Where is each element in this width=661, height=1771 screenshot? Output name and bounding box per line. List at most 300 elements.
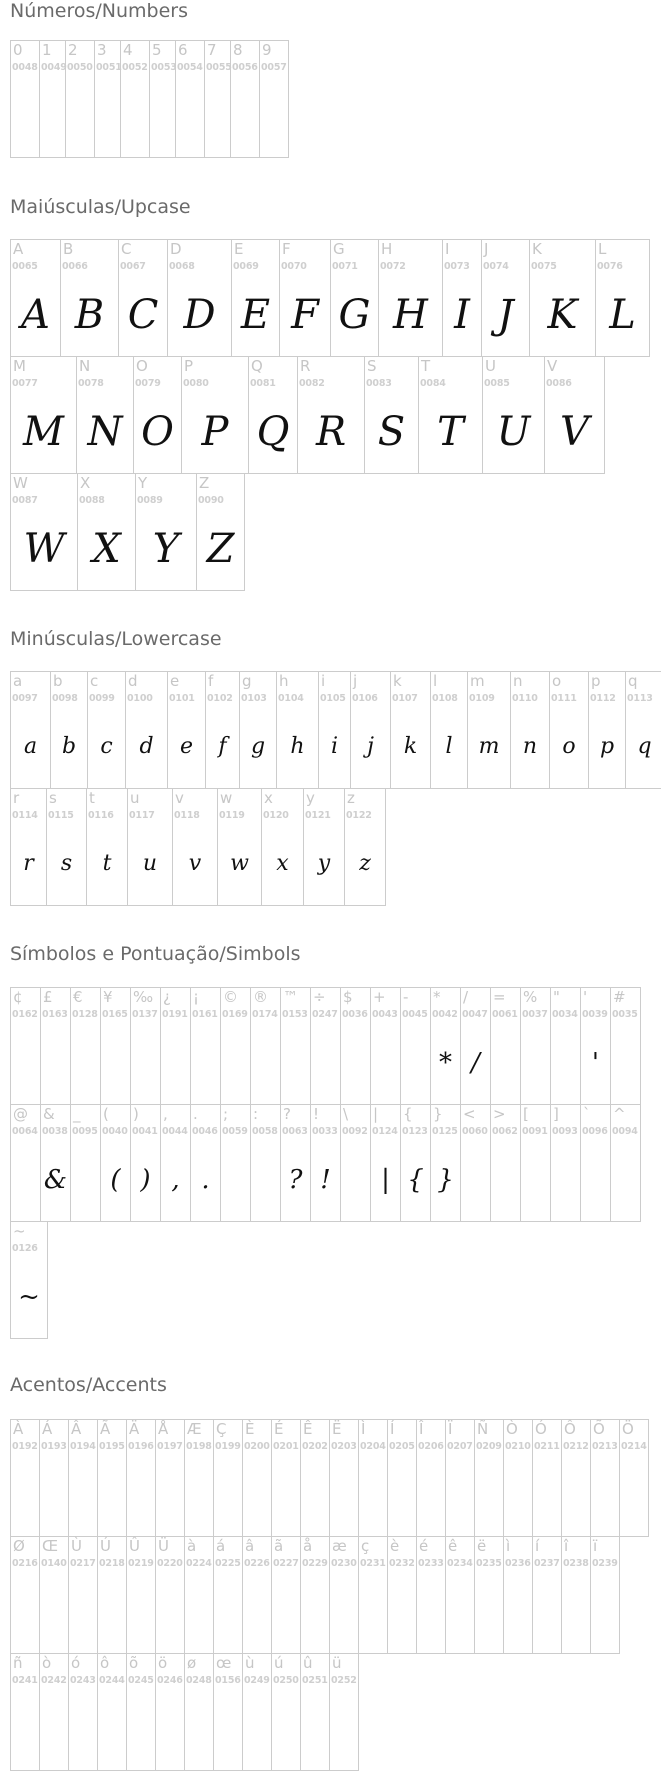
glyph-code-label: 0079 xyxy=(135,378,161,389)
glyph-character-label: Õ xyxy=(593,1420,605,1438)
glyph-cell xyxy=(378,239,443,357)
glyph-sample xyxy=(214,1571,242,1653)
glyph-character-label: c xyxy=(90,672,99,690)
glyph-sample: w xyxy=(230,851,249,876)
glyph-code-label: 0097 xyxy=(12,693,38,704)
glyph-grid-numbers xyxy=(10,40,288,157)
glyph-code-label: 0057 xyxy=(261,62,287,73)
glyph-code-label: 0060 xyxy=(462,1126,488,1137)
glyph-code-label: 0090 xyxy=(198,495,224,506)
glyph-sample xyxy=(231,75,259,157)
glyph-cell xyxy=(370,1104,401,1222)
glyph-sample: c xyxy=(100,734,113,759)
glyph-cell xyxy=(350,671,391,789)
glyph-code-label: 0217 xyxy=(70,1558,96,1569)
glyph-character-label: ; xyxy=(223,1105,229,1123)
glyph-character-label: £ xyxy=(43,988,53,1006)
glyph-code-label: 0211 xyxy=(534,1441,560,1452)
glyph-cell xyxy=(416,1419,446,1537)
glyph-code-label: 0233 xyxy=(418,1558,444,1569)
glyph-sample: V xyxy=(560,409,589,455)
glyph-row xyxy=(10,788,661,905)
glyph-sample xyxy=(176,75,204,157)
glyph-sample xyxy=(121,75,149,157)
glyph-cell xyxy=(167,671,206,789)
glyph-code-label: 0040 xyxy=(102,1126,128,1137)
glyph-cell xyxy=(230,40,260,158)
glyph-sample xyxy=(341,1022,370,1104)
glyph-character-label: = xyxy=(493,988,506,1006)
glyph-cell xyxy=(445,1536,475,1654)
glyph-sample: r xyxy=(23,851,34,876)
glyph-cell xyxy=(68,1536,98,1654)
glyph-code-label: 0042 xyxy=(432,1009,458,1020)
glyph-character-label: f xyxy=(208,672,214,690)
glyph-code-label: 0241 xyxy=(12,1675,38,1686)
glyph-sample xyxy=(40,75,65,157)
glyph-sample: D xyxy=(183,292,216,338)
glyph-sample: u xyxy=(142,851,158,876)
glyph-row xyxy=(10,356,649,473)
glyph-character-label: _ xyxy=(73,1105,81,1123)
glyph-cell xyxy=(271,1653,301,1771)
glyph-cell xyxy=(460,1104,491,1222)
glyph-code-label: 0087 xyxy=(12,495,38,506)
glyph-cell xyxy=(10,1104,41,1222)
glyph-code-label: 0114 xyxy=(12,810,38,821)
glyph-cell xyxy=(242,1419,272,1537)
glyph-cell xyxy=(467,671,511,789)
glyph-character-label: Â xyxy=(71,1420,82,1438)
glyph-cell xyxy=(474,1536,504,1654)
glyph-character-label: a xyxy=(13,672,23,690)
glyph-sample: W xyxy=(23,526,65,572)
glyph-sample xyxy=(301,1688,329,1770)
glyph-cell xyxy=(76,356,134,474)
glyph-character-label: 6 xyxy=(178,41,188,59)
glyph-sample: G xyxy=(338,292,371,338)
glyph-code-label: 0044 xyxy=(162,1126,188,1137)
glyph-row xyxy=(10,1419,648,1536)
glyph-character-label: à xyxy=(187,1537,197,1555)
glyph-code-label: 0070 xyxy=(281,261,307,272)
glyph-character-label: Ñ xyxy=(477,1420,489,1438)
glyph-cell xyxy=(239,671,277,789)
glyph-sample xyxy=(388,1454,416,1536)
glyph-cell xyxy=(580,1104,611,1222)
glyph-character-label: \ xyxy=(343,1105,349,1123)
glyph-cell xyxy=(100,1104,131,1222)
glyph-code-label: 0197 xyxy=(157,1441,183,1452)
glyph-character-label: t xyxy=(89,789,95,807)
glyph-character-label: B xyxy=(63,240,74,258)
glyph-code-label: 0124 xyxy=(372,1126,398,1137)
glyph-code-label: 0251 xyxy=(302,1675,328,1686)
section-title-lowercase: Minúsculas/Lowercase xyxy=(10,628,222,650)
glyph-code-label: 0203 xyxy=(331,1441,357,1452)
glyph-sample xyxy=(191,1022,220,1104)
glyph-sample xyxy=(272,1454,300,1536)
glyph-sample: s xyxy=(60,851,73,876)
glyph-code-label: 0252 xyxy=(331,1675,357,1686)
glyph-code-label: 0075 xyxy=(531,261,557,272)
glyph-cell xyxy=(213,1536,243,1654)
glyph-character-label: Ç xyxy=(216,1420,227,1438)
glyph-character-label: Ó xyxy=(535,1420,547,1438)
glyph-code-label: 0237 xyxy=(534,1558,560,1569)
glyph-code-label: 0200 xyxy=(244,1441,270,1452)
glyph-sample: , xyxy=(171,1165,180,1195)
glyph-character-label: ™ xyxy=(283,988,298,1006)
glyph-code-label: 0037 xyxy=(522,1009,548,1020)
glyph-sample xyxy=(611,1139,640,1221)
glyph-sample: B xyxy=(74,292,105,338)
glyph-code-label: 0062 xyxy=(492,1126,518,1137)
glyph-code-label: 0235 xyxy=(476,1558,502,1569)
glyph-code-label: 0065 xyxy=(12,261,38,272)
glyph-code-label: 0098 xyxy=(52,693,78,704)
glyph-code-label: 0052 xyxy=(122,62,148,73)
section-title-upcase: Maiúsculas/Upcase xyxy=(10,196,191,218)
glyph-character-label: . xyxy=(193,1105,198,1123)
glyph-code-label: 0033 xyxy=(312,1126,338,1137)
glyph-character-label: y xyxy=(306,789,315,807)
glyph-cell xyxy=(510,671,550,789)
glyph-code-label: 0121 xyxy=(305,810,331,821)
glyph-cell xyxy=(39,1653,69,1771)
glyph-cell xyxy=(190,1104,221,1222)
glyph-code-label: 0202 xyxy=(302,1441,328,1452)
glyph-sample xyxy=(491,1139,520,1221)
glyph-character-label: ¡ xyxy=(193,988,200,1006)
glyph-sample: I xyxy=(454,292,470,338)
glyph-cell xyxy=(297,356,365,474)
glyph-cell xyxy=(261,788,304,906)
glyph-code-label: 0073 xyxy=(444,261,470,272)
glyph-character-label: W xyxy=(13,474,28,492)
glyph-cell xyxy=(94,40,121,158)
glyph-cell xyxy=(418,356,483,474)
glyph-sample xyxy=(214,1688,242,1770)
glyph-sample: d xyxy=(139,734,154,759)
glyph-sample xyxy=(150,75,175,157)
glyph-code-label: 0035 xyxy=(612,1009,638,1020)
glyph-character-label: 4 xyxy=(123,41,133,59)
glyph-sample xyxy=(301,1571,329,1653)
glyph-character-label: 8 xyxy=(233,41,243,59)
glyph-character-label: ¥ xyxy=(103,988,113,1006)
glyph-cell xyxy=(520,1104,551,1222)
glyph-character-label: ? xyxy=(283,1105,291,1123)
glyph-cell xyxy=(300,1653,330,1771)
glyph-cell xyxy=(474,1419,504,1537)
glyph-cell xyxy=(50,671,88,789)
glyph-sample xyxy=(311,1022,340,1104)
glyph-code-label: 0161 xyxy=(192,1009,218,1020)
glyph-cell xyxy=(430,1104,461,1222)
glyph-cell xyxy=(213,1419,243,1537)
glyph-character-label: Ù xyxy=(71,1537,82,1555)
glyph-character-label: ® xyxy=(253,988,268,1006)
glyph-character-label: q xyxy=(628,672,638,690)
glyph-cell xyxy=(97,1419,127,1537)
glyph-character-label: * xyxy=(433,988,441,1006)
glyph-character-label: ' xyxy=(583,988,588,1006)
glyph-code-label: 0205 xyxy=(389,1441,415,1452)
glyph-cell xyxy=(364,356,419,474)
glyph-cell xyxy=(250,1104,281,1222)
glyph-code-label: 0229 xyxy=(302,1558,328,1569)
glyph-character-label: Ê xyxy=(303,1420,313,1438)
glyph-cell xyxy=(590,1536,620,1654)
glyph-cell xyxy=(70,1104,101,1222)
glyph-code-label: 0099 xyxy=(89,693,115,704)
glyph-sample xyxy=(40,1454,68,1536)
glyph-code-label: 0210 xyxy=(505,1441,531,1452)
glyph-code-label: 0116 xyxy=(88,810,114,821)
glyph-sample xyxy=(98,1571,126,1653)
glyph-sample xyxy=(205,75,230,157)
glyph-sample xyxy=(243,1688,271,1770)
glyph-character-label: T xyxy=(421,357,431,375)
glyph-cell xyxy=(10,473,78,591)
glyph-sample: N xyxy=(87,409,123,455)
glyph-sample: S xyxy=(377,409,406,455)
glyph-code-label: 0140 xyxy=(41,1558,67,1569)
glyph-code-label: 0038 xyxy=(42,1126,68,1137)
glyph-cell xyxy=(595,239,650,357)
glyph-sample xyxy=(504,1571,532,1653)
glyph-character-label: ó xyxy=(71,1654,81,1672)
glyph-character-label: € xyxy=(73,988,83,1006)
glyph-code-label: 0204 xyxy=(360,1441,386,1452)
glyph-code-label: 0224 xyxy=(186,1558,212,1569)
glyph-cell xyxy=(532,1536,562,1654)
glyph-character-label: U xyxy=(485,357,496,375)
glyph-row xyxy=(10,239,649,356)
glyph-code-label: 0067 xyxy=(120,261,146,272)
glyph-character-label: E xyxy=(234,240,244,258)
glyph-character-label: ^ xyxy=(613,1105,626,1123)
glyph-sample xyxy=(127,1688,155,1770)
glyph-code-label: 0092 xyxy=(342,1126,368,1137)
glyph-character-label: d xyxy=(128,672,138,690)
glyph-code-label: 0234 xyxy=(447,1558,473,1569)
glyph-character-label: M xyxy=(13,357,26,375)
glyph-character-label: 5 xyxy=(152,41,162,59)
glyph-character-label: ï xyxy=(593,1537,598,1555)
glyph-cell xyxy=(125,671,168,789)
glyph-code-label: 0219 xyxy=(128,1558,154,1569)
glyph-grid-lowercase xyxy=(10,671,661,905)
glyph-cell xyxy=(68,1653,98,1771)
glyph-grid-upcase xyxy=(10,239,649,590)
glyph-character-label: X xyxy=(80,474,91,492)
glyph-character-label: 7 xyxy=(207,41,217,59)
glyph-code-label: 0119 xyxy=(219,810,245,821)
glyph-character-label: ñ xyxy=(13,1654,23,1672)
glyph-sample xyxy=(156,1571,184,1653)
glyph-cell xyxy=(181,356,249,474)
glyph-character-label: ` xyxy=(583,1105,591,1123)
glyph-cell xyxy=(279,239,331,357)
glyph-sample: * xyxy=(439,1048,452,1078)
glyph-cell xyxy=(358,1419,388,1537)
glyph-cell xyxy=(242,1653,272,1771)
glyph-code-label: 0128 xyxy=(72,1009,98,1020)
glyph-code-label: 0077 xyxy=(12,378,38,389)
glyph-character-label: k xyxy=(393,672,402,690)
glyph-code-label: 0162 xyxy=(12,1009,38,1020)
glyph-cell xyxy=(120,40,150,158)
glyph-sample: Y xyxy=(152,526,180,572)
glyph-sample: & xyxy=(43,1165,68,1195)
glyph-character-label: D xyxy=(170,240,182,258)
glyph-character-label: : xyxy=(253,1105,259,1123)
glyph-cell xyxy=(175,40,205,158)
glyph-code-label: 0238 xyxy=(563,1558,589,1569)
glyph-cell xyxy=(10,1536,40,1654)
glyph-cell xyxy=(155,1419,185,1537)
glyph-sample: } xyxy=(437,1165,454,1195)
glyph-character-label: Y xyxy=(138,474,148,492)
glyph-sample xyxy=(127,1454,155,1536)
glyph-cell xyxy=(482,356,545,474)
glyph-character-label: û xyxy=(303,1654,313,1672)
glyph-cell xyxy=(65,40,95,158)
glyph-sample xyxy=(551,1022,580,1104)
glyph-character-label: u xyxy=(130,789,140,807)
glyph-cell xyxy=(550,1104,581,1222)
glyph-code-label: 0047 xyxy=(462,1009,488,1020)
glyph-sample xyxy=(521,1022,550,1104)
glyph-cell xyxy=(490,987,521,1105)
glyph-character-label: " xyxy=(553,988,560,1006)
glyph-cell xyxy=(460,987,491,1105)
glyph-code-label: 0093 xyxy=(552,1126,578,1137)
glyph-character-label: Û xyxy=(129,1537,140,1555)
glyph-code-label: 0059 xyxy=(222,1126,248,1137)
glyph-row xyxy=(10,1653,648,1770)
glyph-character-label: Ô xyxy=(564,1420,576,1438)
glyph-sample xyxy=(371,1022,400,1104)
glyph-cell xyxy=(10,1653,40,1771)
glyph-sample xyxy=(243,1454,271,1536)
glyph-sample xyxy=(11,1571,39,1653)
glyph-sample xyxy=(11,1022,40,1104)
glyph-cell xyxy=(329,1653,359,1771)
glyph-sample: ' xyxy=(591,1048,600,1078)
glyph-character-label: x xyxy=(264,789,273,807)
glyph-code-label: 0122 xyxy=(346,810,372,821)
glyph-sample: v xyxy=(188,851,202,876)
glyph-sample: Z xyxy=(206,526,235,572)
glyph-character-label: # xyxy=(613,988,626,1006)
glyph-sample: ! xyxy=(320,1165,331,1195)
glyph-row xyxy=(10,40,288,157)
glyph-cell xyxy=(184,1536,214,1654)
glyph-cell xyxy=(340,1104,371,1222)
glyph-sample xyxy=(359,1571,387,1653)
glyph-sample: X xyxy=(92,526,121,572)
glyph-code-label: 0156 xyxy=(215,1675,241,1686)
glyph-character-label: I xyxy=(445,240,450,258)
glyph-character-label: ] xyxy=(553,1105,559,1123)
glyph-cell xyxy=(217,788,262,906)
glyph-sample: m xyxy=(478,734,500,759)
glyph-sample xyxy=(401,1022,430,1104)
glyph-cell xyxy=(126,1536,156,1654)
glyph-code-label: 0054 xyxy=(177,62,203,73)
glyph-character-label: Ã xyxy=(100,1420,111,1438)
glyph-grid-symbols xyxy=(10,987,640,1338)
glyph-sample: J xyxy=(497,292,514,338)
glyph-sample: k xyxy=(403,734,418,759)
glyph-sample xyxy=(156,1454,184,1536)
glyph-code-label: 0230 xyxy=(331,1558,357,1569)
glyph-sample: o xyxy=(562,734,576,759)
glyph-cell xyxy=(400,1104,431,1222)
glyph-sample: { xyxy=(407,1165,424,1195)
glyph-character-label: i xyxy=(321,672,326,690)
glyph-code-label: 0039 xyxy=(582,1009,608,1020)
glyph-cell xyxy=(10,788,47,906)
glyph-character-label: é xyxy=(419,1537,429,1555)
glyph-cell xyxy=(358,1536,388,1654)
glyph-cell xyxy=(87,671,126,789)
glyph-sample xyxy=(330,1571,358,1653)
glyph-sample xyxy=(41,1022,70,1104)
glyph-cell xyxy=(46,788,87,906)
glyph-sample: L xyxy=(609,292,636,338)
glyph-character-label: á xyxy=(216,1537,226,1555)
glyph-cell xyxy=(130,987,161,1105)
glyph-cell xyxy=(390,671,431,789)
glyph-cell xyxy=(220,987,251,1105)
glyph-cell xyxy=(39,40,66,158)
glyph-code-label: 0034 xyxy=(552,1009,578,1020)
glyph-cell xyxy=(303,788,345,906)
glyph-character-label: w xyxy=(220,789,233,807)
glyph-sample xyxy=(461,1139,490,1221)
glyph-character-label: ü xyxy=(332,1654,342,1672)
glyph-code-label: 0242 xyxy=(41,1675,67,1686)
glyph-sample xyxy=(11,1454,39,1536)
glyph-character-label: õ xyxy=(129,1654,139,1672)
glyph-sample xyxy=(620,1454,648,1536)
glyph-sample xyxy=(272,1688,300,1770)
glyph-character-label: Ì xyxy=(361,1420,366,1438)
glyph-sample xyxy=(260,75,288,157)
glyph-code-label: 0050 xyxy=(67,62,93,73)
glyph-cell xyxy=(10,987,41,1105)
glyph-sample: b xyxy=(61,734,77,759)
glyph-character-label: ) xyxy=(133,1105,139,1123)
glyph-cell xyxy=(155,1536,185,1654)
glyph-sample: . xyxy=(201,1165,210,1195)
glyph-cell xyxy=(619,1419,649,1537)
glyph-code-label: 0100 xyxy=(127,693,153,704)
glyph-sample xyxy=(69,1571,97,1653)
glyph-code-label: 0169 xyxy=(222,1009,248,1020)
glyph-character-label: Q xyxy=(251,357,263,375)
glyph-character-label: ì xyxy=(506,1537,511,1555)
glyph-cell xyxy=(400,987,431,1105)
glyph-code-label: 0101 xyxy=(169,693,195,704)
glyph-character-label: j xyxy=(353,672,358,690)
glyph-character-label: $ xyxy=(343,988,353,1006)
glyph-character-label: V xyxy=(547,357,558,375)
